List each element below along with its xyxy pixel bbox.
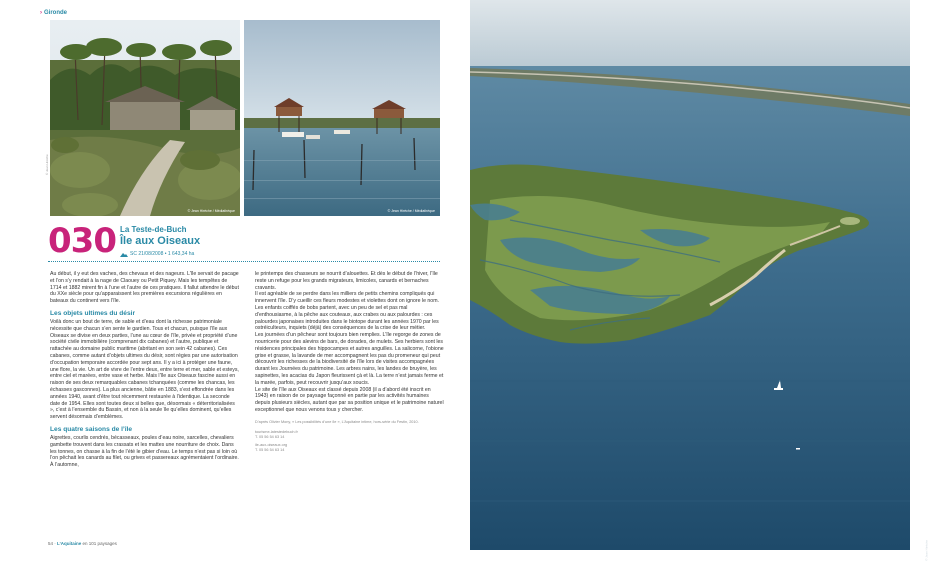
running-head-marker: › xyxy=(40,10,42,16)
stilt-cabins-image xyxy=(244,20,440,216)
cabins-in-pines-image xyxy=(50,20,240,216)
contact1-phone: T. 05 56 54 63 14 xyxy=(255,434,285,439)
site-header xyxy=(48,221,440,261)
publication-title: L’Aquitaine xyxy=(57,541,82,546)
landscape-icon xyxy=(120,252,128,257)
site-number: 030 xyxy=(48,221,116,261)
page-number: 54 xyxy=(48,541,54,546)
outer-margin xyxy=(910,0,945,550)
aerial-photo-credit: © Jean Hirèche xyxy=(925,540,929,561)
middle-photo-caption: © Jean Hirèche / Médiathèque xyxy=(387,209,435,213)
paragraph-site-classe: Le site de l’île aux Oiseaux est classé depuis 2008 (il a d’abord été inscrit en 1943) en raison de ce paysage façonné en partie par les activités humaines depuis plusieurs siècles, autant que par sa position unique et le patrimoine naturel exceptionnel que nous venons tous y chercher. xyxy=(255,386,444,413)
right-page-aerial-photo xyxy=(470,0,910,550)
aerial-island-image xyxy=(470,0,910,550)
stilt-cabins-photo xyxy=(244,20,440,216)
contact1-site: tourisme-latestedebuch.fr xyxy=(255,429,298,434)
commune-name: La Teste-de-Buch xyxy=(120,225,187,234)
site-title: Île aux Oiseaux xyxy=(120,235,201,247)
contact2-phone: T. 05 56 54 63 14 xyxy=(255,447,285,452)
site-meta-text: SC 21/08/2008 • 1 643,34 ha xyxy=(130,251,195,257)
subhead-quatre-saisons: Les quatre saisons de l’île xyxy=(50,425,133,433)
paragraph-chemins: Il est agréable de se perdre dans les milliers de petits chemins compliqués qui innervent l’île. D’y cueillir ces fleurs modestes et violettes dont on ignore le nom. Les enfants coiffés de bobs partent, avec un peu de sel et pas mal d’enthousiasme, à la pêche aux couteaux, aux crabes ou aux palourdes : ces palourdes japonaises introduites dans le biotope durant les années 1970 par les ostréiculteurs, inquiets (déjà) des conséquences de la crise de leur métier. xyxy=(255,291,439,332)
running-head-label: Gironde xyxy=(44,10,68,16)
subhead-objets-ultimes: Les objets ultimes du désir xyxy=(50,309,136,317)
text-column-1 xyxy=(50,271,239,469)
cabins-in-pines-photo xyxy=(50,20,240,216)
text-column-2 xyxy=(255,271,445,453)
header-divider xyxy=(48,261,440,262)
publication-suffix: en 101 paysages xyxy=(82,541,117,546)
side-photo-credit: © Jean Hirèche xyxy=(45,154,49,175)
page-footer: 54 · L’Aquitaine en 101 paysages xyxy=(48,541,117,546)
paragraph-objets-ultimes: Voilà donc un bout de terre, de sable et d’eau dont la richesse patrimoniale nécessite que chacun s’en sente le gardien. Tous et chacun, puisque l’île aux Oiseaux se divise en deux parties, l’une au cœur de l’île, privée et propriété d’une société civile immobilière (comprenant dix cabanes) et l’autre, publique et rattachée au domaine public maritime (abritant en son sein 42 cabanes). Ces cabanes, comme autant d’objets ultimes du désir, sont régies par une autorisation d’occupation temporaire accordée pour sept ans. Il y a ici à protéger une faune, une flore, la vie. Un art de vivre de l’entre deux, entre terre et mer, sable et esteys, entre ciel et marées, entre vase et herbe. Mais l’île aux Oiseaux fascine aussi en raison de ses deux remarquables cabanes tchanquées (comme les chancas, les échasses gasconnes). La plus ancienne, bâtie en 1883, s’est effondrée dans les années 1940, avant d’être tout récemment restaurée à l’identique. La seconde date de 1954. Elles sont toutes deux si belles que, désormais « déterritorialisées », c’est à l’ensemble du Bassin, et non à la seule île qu’elles dominent, qu’elles servent désormais d’emblèmes. xyxy=(50,318,239,421)
contact2-site: ile-aux-oiseaux.org xyxy=(255,442,288,447)
left-photo-caption: © Jean Hirèche / Médiathèque xyxy=(187,209,235,213)
intro-paragraph: Au début, il y eut des vaches, des chevaux et des nageurs. L’île servait de pacage et l’on s’y rendait à la nage de Claouey ou Petit Piquey. Mais les tempêtes de 1714 et 1882 mirent fin à l’une et l’autre de ces pratiques. Il fallut attendre le début du XXe siècle pour qu’apparaissent les premières excursions régulières en bateaux du continent vers l’île. xyxy=(50,271,239,305)
site-meta xyxy=(120,251,194,257)
running-head xyxy=(40,10,67,16)
source-note: D’après Olivier Mony, « Les possibilités d’une île », L’Aquitaine intime, hors-série du Festin, 2010. xyxy=(255,419,419,424)
paragraph-quatre-saisons: Aigrettes, courlis cendrés, bécasseaux, poules d’eau noire, sarcelles, chevaliers gambette trouvent dans les crassats et les mattes une nourriture de choix. Dans les tonnes, on chasse à la fin de l’été le gibier d’eau. Le temps n’est pas si loin où l’on pêchait les canards au filet, ou grives et passereaux agrémentaient l’ordinaire. À l’automne, xyxy=(50,434,239,469)
paragraph-pecheur: Les journées d’un pêcheur sont toujours bien remplies. L’île regorge de zones de nourricerie pour des alevins de bars, de dorades, de mulets. Ses herbiers sont les résidences principales des hippocampes et autres anguilles. La salicorne, l’obione grise et grasse, la lavande de mer accompagnent les pas du promeneur qui peut découvrir les richesses de la biodiversité de l’île lors de visites accompagnées durant les Journées du patrimoine. Les arbres nains, les landes de bruyère, les sapinettes, les acacias du Japon fleurissent çà et là. La terre n’est jamais ferme et la marée, parfois, peut recouvrir jusqu’aux soucis. xyxy=(255,332,444,386)
contact-info xyxy=(255,430,445,453)
paragraph-printemps: le printemps des chasseurs se nourrit d’alouettes. Et dès le début de l’hiver, l’île reste un refuge pour les grands migrateurs, limicoles, canards et bernaches cravants. xyxy=(255,271,438,291)
